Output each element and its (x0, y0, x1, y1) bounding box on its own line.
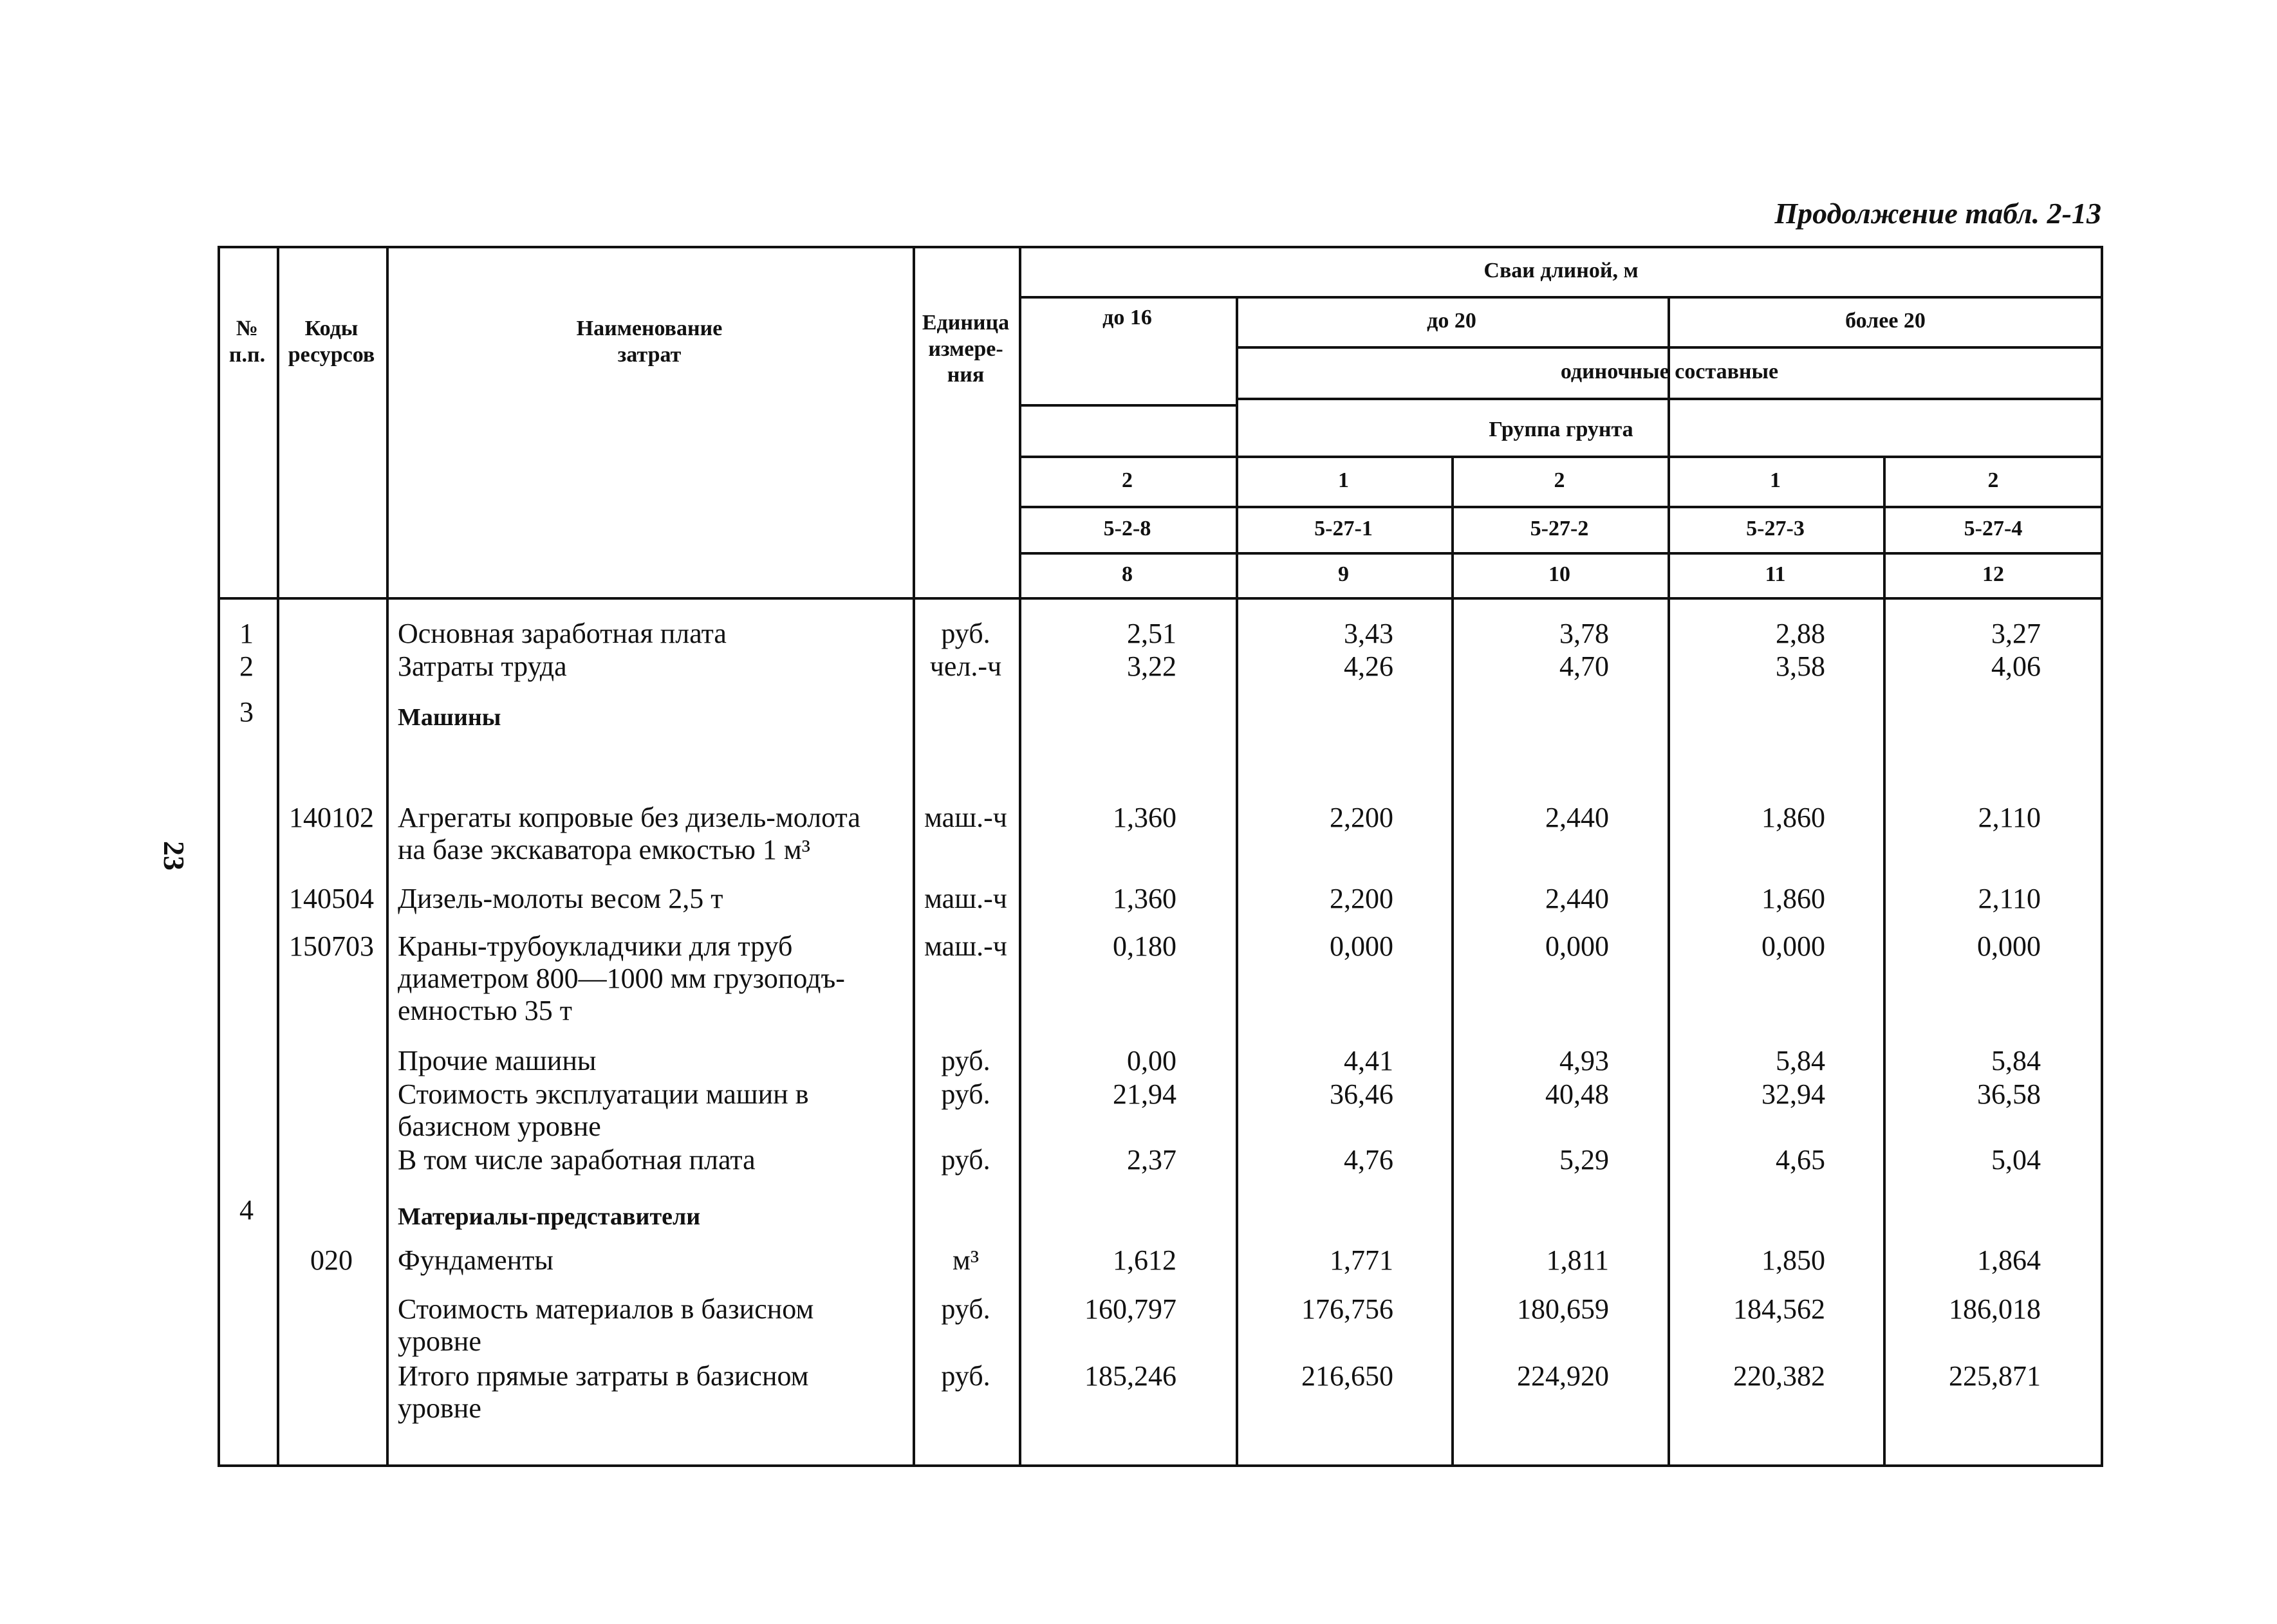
header-ref-cell: 5-27-4 (1964, 516, 2023, 540)
row-value: 0,180 (1113, 930, 1176, 962)
row-value: 185,246 (1084, 1360, 1176, 1392)
header-pile-types: одиночные составные (1560, 359, 1779, 383)
row-value: 0,00 (1127, 1045, 1176, 1076)
row-unit: м³ (952, 1244, 980, 1276)
header-ref-cell: 5-27-2 (1530, 516, 1589, 540)
header-col-number: 11 (1765, 562, 1786, 586)
header-group-cell: 1 (1770, 468, 1781, 492)
row-unit: руб. (941, 1045, 990, 1076)
row-value: 5,84 (1776, 1045, 1825, 1076)
row-value: 2,51 (1127, 618, 1176, 649)
row-value: 2,110 (1978, 802, 2041, 833)
resource-code: 140102 (289, 802, 374, 833)
row-unit: руб. (941, 1293, 990, 1325)
row-value: 4,26 (1344, 651, 1393, 682)
header-group-cell: 2 (1987, 468, 1999, 492)
row-unit: чел.-ч (929, 651, 1002, 682)
row-name: В том числе заработная плата (398, 1144, 756, 1176)
row-value: 4,76 (1344, 1144, 1393, 1176)
row-name: Стоимость эксплуатации машин в базисном уровне (398, 1078, 809, 1142)
row-value: 220,382 (1733, 1360, 1825, 1392)
header-ref-cell: 5-27-1 (1314, 516, 1373, 540)
header-group-cell: 1 (1338, 468, 1349, 492)
header-length-20: до 20 (1427, 308, 1476, 333)
row-value: 4,41 (1344, 1045, 1393, 1076)
row-name: Дизель-молоты весом 2,5 т (398, 883, 723, 914)
header-soil-group: Группа грунта (1489, 417, 1633, 441)
row-value: 1,811 (1546, 1244, 1609, 1276)
column-rule (1451, 456, 1454, 1467)
row-value: 1,864 (1977, 1244, 2041, 1276)
row-number: 1 (239, 618, 254, 649)
row-value: 2,200 (1330, 802, 1393, 833)
cost-table (218, 246, 2103, 1467)
row-value: 0,000 (1330, 930, 1393, 962)
header-name: Наименование затрат (576, 317, 723, 367)
row-value: 3,27 (1991, 618, 2041, 649)
row-number: 4 (239, 1194, 254, 1226)
row-name: Итого прямые затраты в базисном уровне (398, 1360, 809, 1424)
resource-code: 140504 (289, 883, 374, 914)
row-value: 1,771 (1330, 1244, 1393, 1276)
row-unit: руб. (941, 1144, 990, 1176)
row-name: Прочие машины (398, 1045, 597, 1076)
header-unit: Единица измере- ния (922, 310, 1010, 387)
row-value: 216,650 (1301, 1360, 1393, 1392)
header-group-cell: 2 (1122, 468, 1133, 492)
row-value: 4,65 (1776, 1144, 1825, 1176)
row-value: 40,48 (1545, 1078, 1609, 1110)
row-value: 224,920 (1517, 1360, 1609, 1392)
column-rule (1883, 456, 1886, 1467)
row-value: 3,78 (1559, 618, 1609, 649)
header-piles: Сваи длиной, м (1483, 258, 1639, 282)
row-name: Затраты труда (398, 651, 567, 682)
column-rule (913, 246, 915, 1467)
row-value: 32,94 (1761, 1078, 1825, 1110)
header-length-over-20: более 20 (1845, 308, 1926, 333)
header-col-number: 9 (1338, 562, 1349, 586)
resource-code: 150703 (289, 930, 374, 962)
section-heading: Машины (398, 704, 501, 731)
row-value: 4,06 (1991, 651, 2041, 682)
row-value: 5,29 (1559, 1144, 1609, 1176)
row-value: 0,000 (1761, 930, 1825, 962)
row-number: 2 (239, 651, 254, 682)
header-length-16: до 16 (1102, 305, 1152, 329)
row-value: 4,70 (1559, 651, 1609, 682)
row-value: 1,360 (1113, 802, 1176, 833)
row-value: 5,04 (1991, 1144, 2041, 1176)
resource-code: 020 (310, 1244, 353, 1276)
header-group-cell: 2 (1554, 468, 1565, 492)
row-value: 186,018 (1949, 1293, 2041, 1325)
row-value: 0,000 (1545, 930, 1609, 962)
header-rule (1236, 398, 2103, 400)
row-value: 4,93 (1559, 1045, 1609, 1076)
row-value: 184,562 (1733, 1293, 1825, 1325)
row-name: Фундаменты (398, 1244, 553, 1276)
row-name: Краны-трубоукладчики для труб диаметром 800—1000 мм грузоподъ- емностью 35 т (398, 930, 845, 1026)
header-col-number: 12 (1982, 562, 2004, 586)
row-number: 3 (239, 696, 254, 728)
row-value: 2,88 (1776, 618, 1825, 649)
row-value: 36,58 (1977, 1078, 2041, 1110)
header-col-number: 10 (1548, 562, 1570, 586)
row-value: 1,860 (1761, 802, 1825, 833)
row-value: 2,440 (1545, 802, 1609, 833)
row-unit: маш.-ч (924, 883, 1007, 914)
column-rule (277, 246, 279, 1467)
row-value: 176,756 (1301, 1293, 1393, 1325)
page-number: 23 (158, 841, 191, 871)
header-codes: Коды ресурсов (288, 317, 375, 367)
row-value: 36,46 (1330, 1078, 1393, 1110)
row-name: Стоимость материалов в базисном уровне (398, 1293, 814, 1357)
row-value: 5,84 (1991, 1045, 2041, 1076)
header-num: № п.п. (228, 317, 266, 367)
header-ref-cell: 5-27-3 (1746, 516, 1805, 540)
row-name: Агрегаты копровые без дизель-молота на базе экскаватора емкостью 1 м³ (398, 802, 860, 865)
row-value: 2,110 (1978, 883, 2041, 914)
row-value: 225,871 (1949, 1360, 2041, 1392)
section-heading: Материалы-представители (398, 1203, 701, 1230)
row-unit: маш.-ч (924, 802, 1007, 833)
row-value: 1,360 (1113, 883, 1176, 914)
row-value: 160,797 (1084, 1293, 1176, 1325)
row-unit: руб. (941, 1078, 990, 1110)
table-caption: Продолжение табл. 2-13 (1774, 197, 2101, 230)
row-value: 2,200 (1330, 883, 1393, 914)
row-value: 3,22 (1127, 651, 1176, 682)
row-value: 1,612 (1113, 1244, 1176, 1276)
row-value: 1,850 (1761, 1244, 1825, 1276)
row-value: 0,000 (1977, 930, 2041, 962)
row-value: 2,440 (1545, 883, 1609, 914)
row-value: 21,94 (1113, 1078, 1176, 1110)
row-name: Основная заработная плата (398, 618, 727, 649)
row-value: 2,37 (1127, 1144, 1176, 1176)
row-value: 3,43 (1344, 618, 1393, 649)
row-value: 1,860 (1761, 883, 1825, 914)
row-unit: руб. (941, 618, 990, 649)
row-unit: маш.-ч (924, 930, 1007, 962)
column-rule (386, 246, 389, 1467)
row-value: 180,659 (1517, 1293, 1609, 1325)
row-unit: руб. (941, 1360, 990, 1392)
row-value: 3,58 (1776, 651, 1825, 682)
header-ref-cell: 5-2-8 (1103, 516, 1151, 540)
header-col-number: 8 (1122, 562, 1133, 586)
header-bottom-rule (218, 597, 2103, 600)
